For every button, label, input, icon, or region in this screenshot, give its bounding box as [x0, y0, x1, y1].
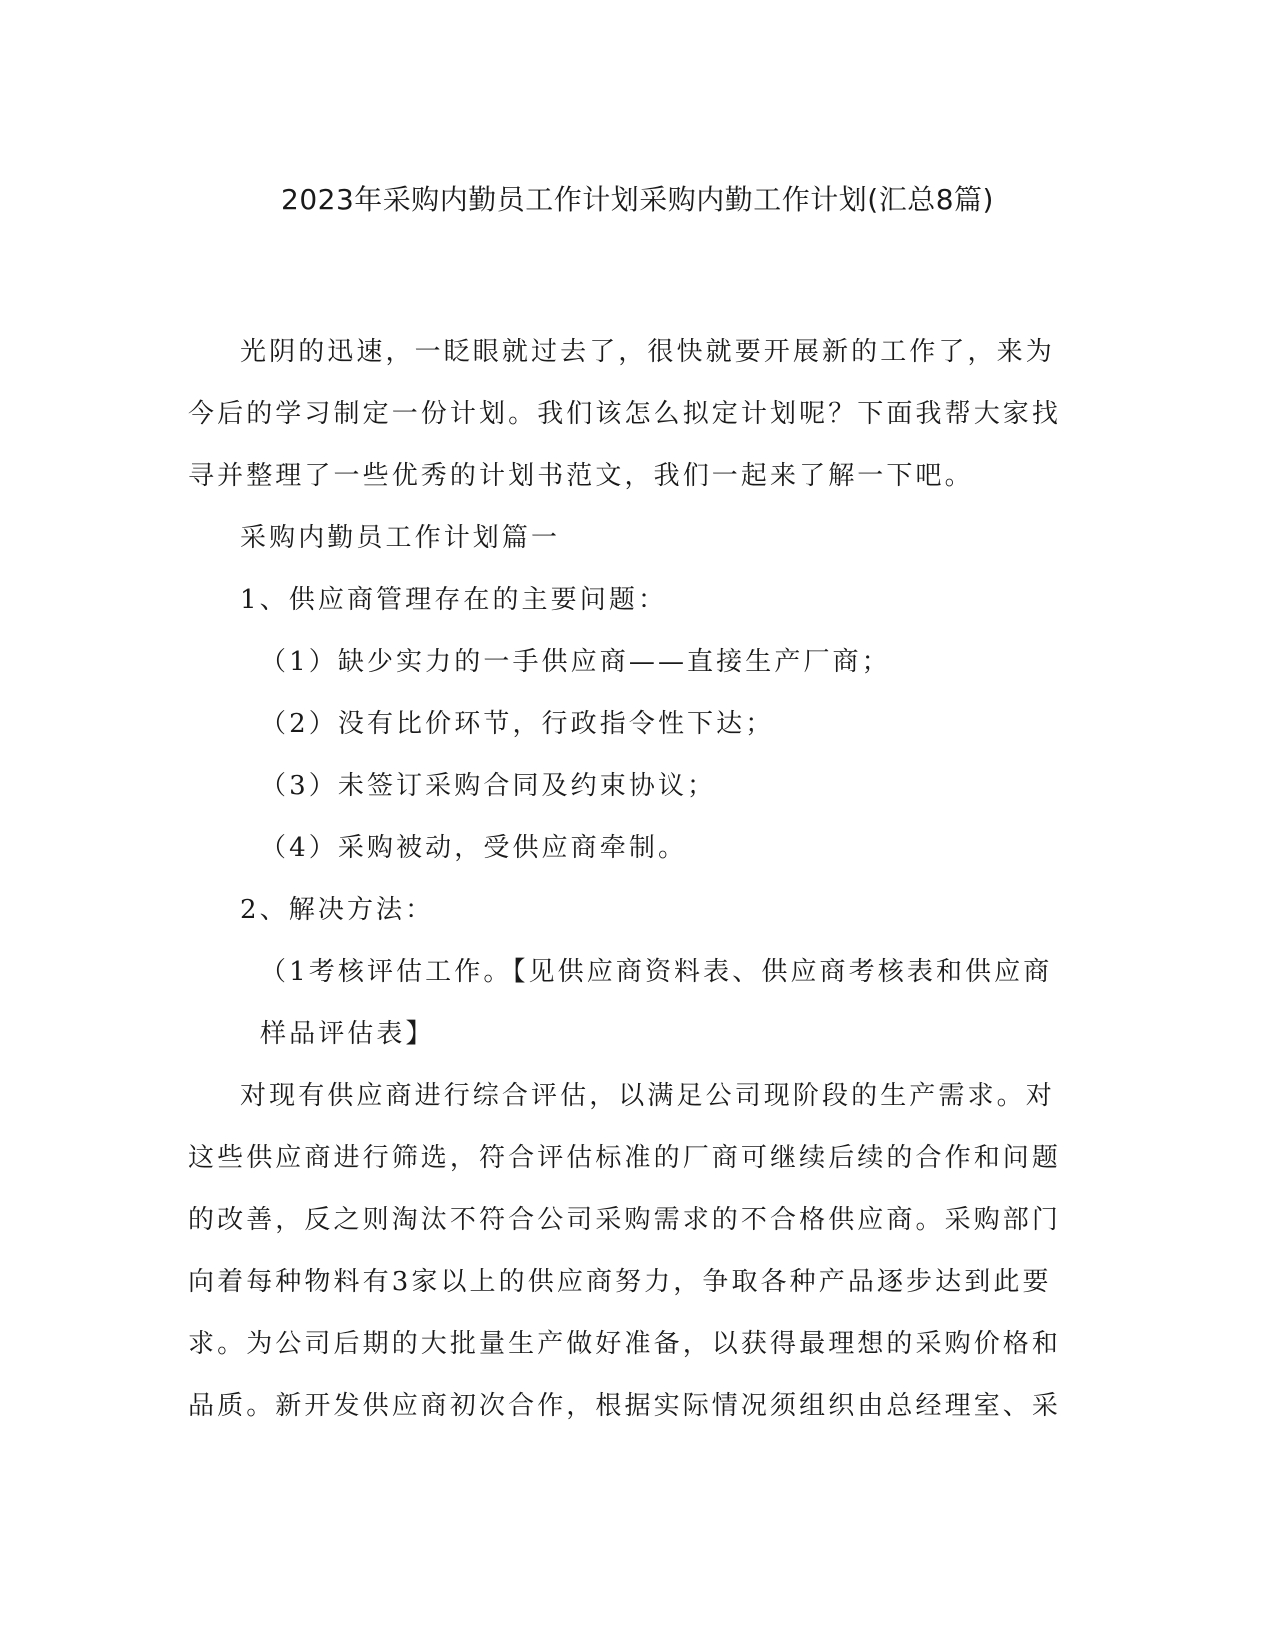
document-body — [188, 321, 1068, 1437]
section-heading: 采购内勤员工作计划篇一 — [240, 523, 561, 553]
list-heading: 1、供应商管理存在的主要问题： — [240, 585, 668, 615]
list-item: （1考核评估工作。【见供应商资料表、供应商考核表和供应商样品评估表】 — [260, 957, 1053, 1049]
list-heading: 2、解决方法： — [240, 895, 435, 925]
document-title: 2023年采购内勤员工作计划采购内勤工作计划(汇总8篇) — [281, 183, 994, 216]
intro-paragraph: 光阴的迅速，一眨眼就过去了，很快就要开展新的工作了，来为今后的学习制定一份计划。我们该怎么拟定计划呢？下面我帮大家找寻并整理了一些优秀的计划书范文，我们一起来了解一下吧。 — [188, 337, 1062, 491]
list-item: （4）采购被动，受供应商牵制。 — [260, 833, 688, 863]
list-item: （3）未签订采购合同及约束协议； — [260, 771, 717, 801]
list-item: （1）缺少实力的一手供应商——直接生产厂商； — [260, 647, 891, 677]
body-paragraph: 对现有供应商进行综合评估，以满足公司现阶段的生产需求。对这些供应商进行筛选，符合评估标准的厂商可继续后续的合作和问题的改善，反之则淘汰不符合公司采购需求的不合格供应商。采购部门向着每种物料有3家以上的供应商努力，争取各种产品逐步达到此要求。为公司后期的大批量生产做好准备，以获得最理想的采购价格和品质。新开发供应商初次合作，根据实际情况须组织由总经理室、采 — [188, 1081, 1062, 1421]
list-item: （2）没有比价环节，行政指令性下达； — [260, 709, 775, 739]
